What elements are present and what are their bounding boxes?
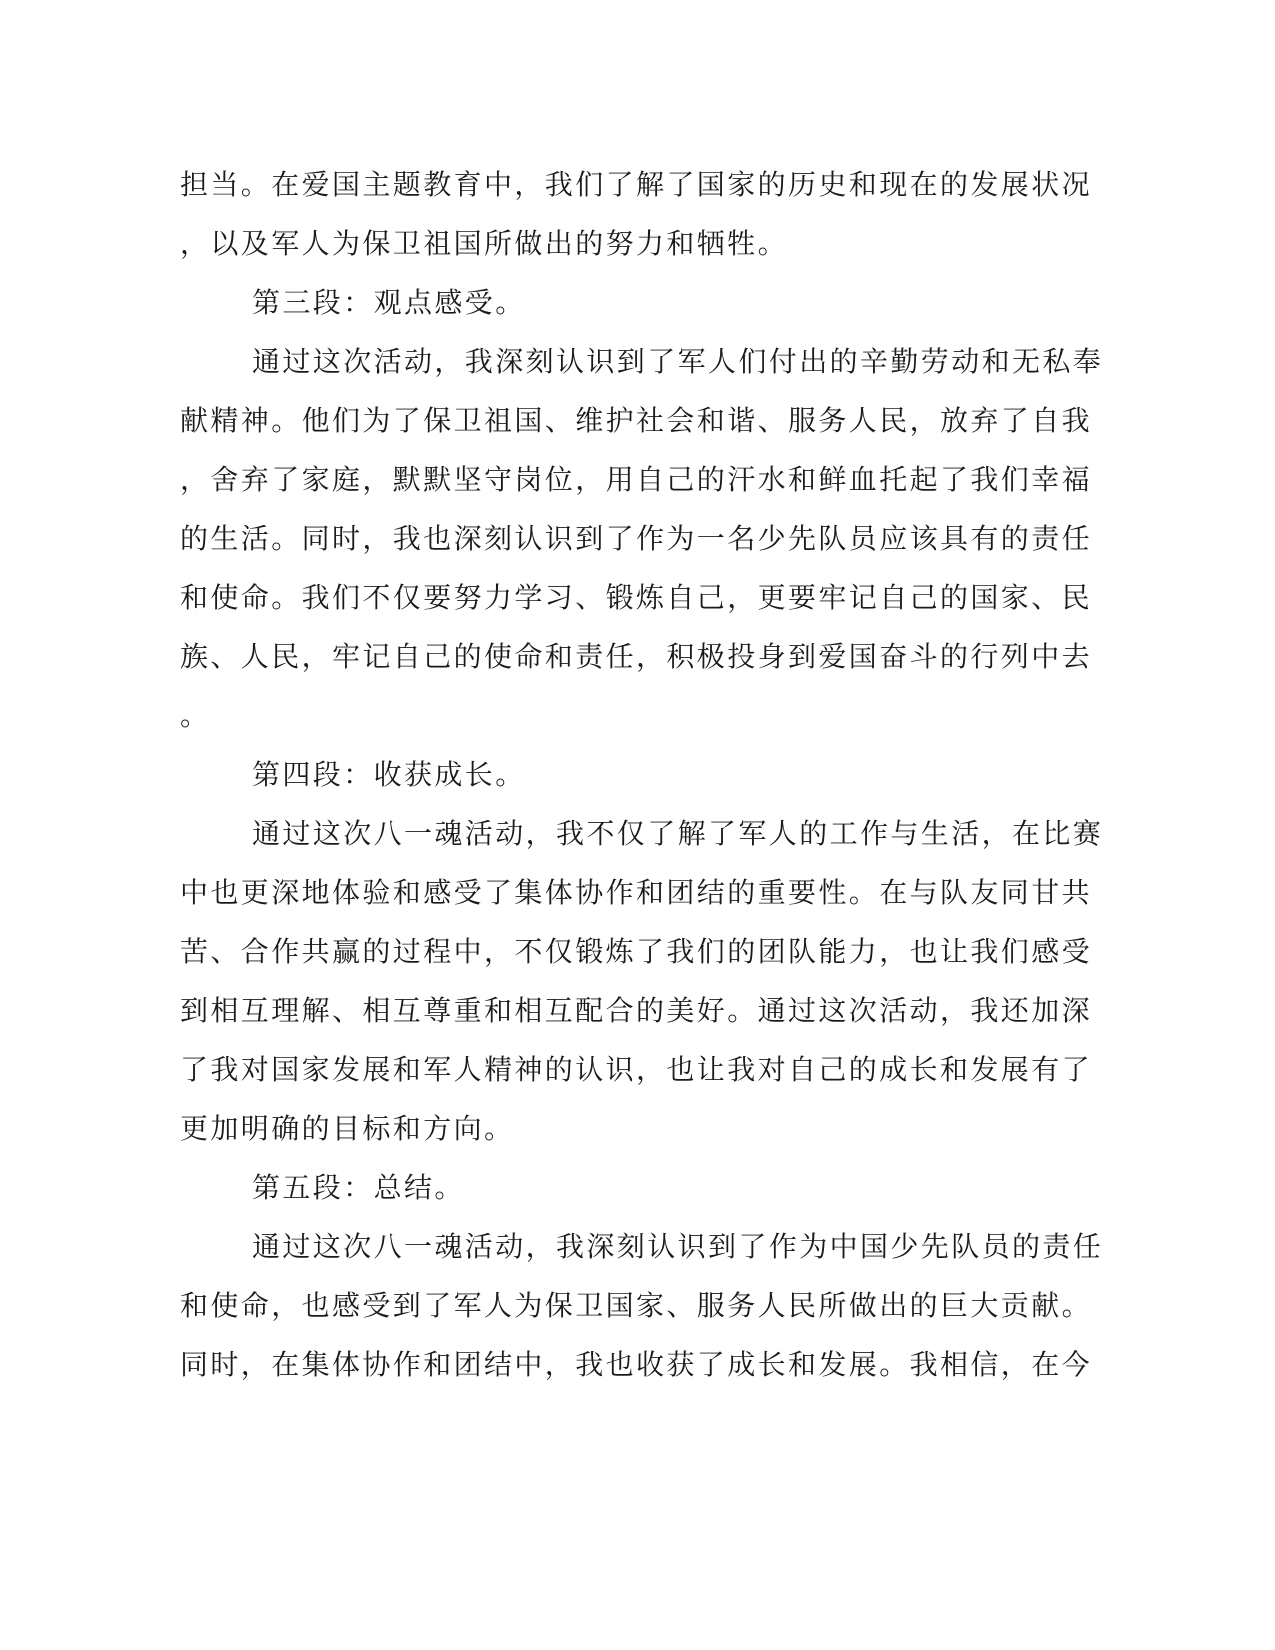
text-line: 同时，在集体协作和团结中，我也收获了成长和发展。我相信，在今 (180, 1348, 1093, 1381)
text-line: 更加明确的目标和方向。 (180, 1112, 515, 1145)
text-line: 和使命。我们不仅要努力学习、锻炼自己，更要牢记自己的国家、民 (180, 581, 1093, 614)
text-line: 通过这次八一魂活动，我深刻认识到了作为中国少先队员的责任 (252, 1230, 1104, 1263)
text-line: 的生活。同时，我也深刻认识到了作为一名少先队员应该具有的责任 (180, 522, 1093, 555)
text-line: ，以及军人为保卫祖国所做出的努力和牺牲。 (180, 227, 789, 260)
text-line: 苦、合作共赢的过程中，不仅锻炼了我们的团队能力，也让我们感受 (180, 935, 1093, 968)
section-heading: 第三段：观点感受。 (252, 286, 526, 319)
text-line: 和使命，也感受到了军人为保卫国家、服务人民所做出的巨大贡献。 (180, 1289, 1093, 1322)
text-line: 到相互理解、相互尊重和相互配合的美好。通过这次活动，我还加深 (180, 994, 1093, 1027)
document-body (180, 155, 1104, 1394)
section-heading: 第四段：收获成长。 (252, 758, 526, 791)
text-line: 献精神。他们为了保卫祖国、维护社会和谐、服务人民，放弃了自我 (180, 404, 1093, 437)
text-line: 族、人民，牢记自己的使命和责任，积极投身到爱国奋斗的行列中去 (180, 640, 1093, 673)
text-line: 通过这次八一魂活动，我不仅了解了军人的工作与生活，在比赛 (252, 817, 1104, 850)
text-line: 了我对国家发展和军人精神的认识，也让我对自己的成长和发展有了 (180, 1053, 1093, 1086)
text-line: 。 (180, 699, 211, 732)
text-line: ，舍弃了家庭，默默坚守岗位，用自己的汗水和鲜血托起了我们幸福 (180, 463, 1093, 496)
text-line: 担当。在爱国主题教育中，我们了解了国家的历史和现在的发展状况 (180, 168, 1093, 201)
section-heading: 第五段：总结。 (252, 1171, 465, 1204)
text-line: 中也更深地体验和感受了集体协作和团结的重要性。在与队友同甘共 (180, 876, 1093, 909)
text-line: 通过这次活动，我深刻认识到了军人们付出的辛勤劳动和无私奉 (252, 345, 1104, 378)
